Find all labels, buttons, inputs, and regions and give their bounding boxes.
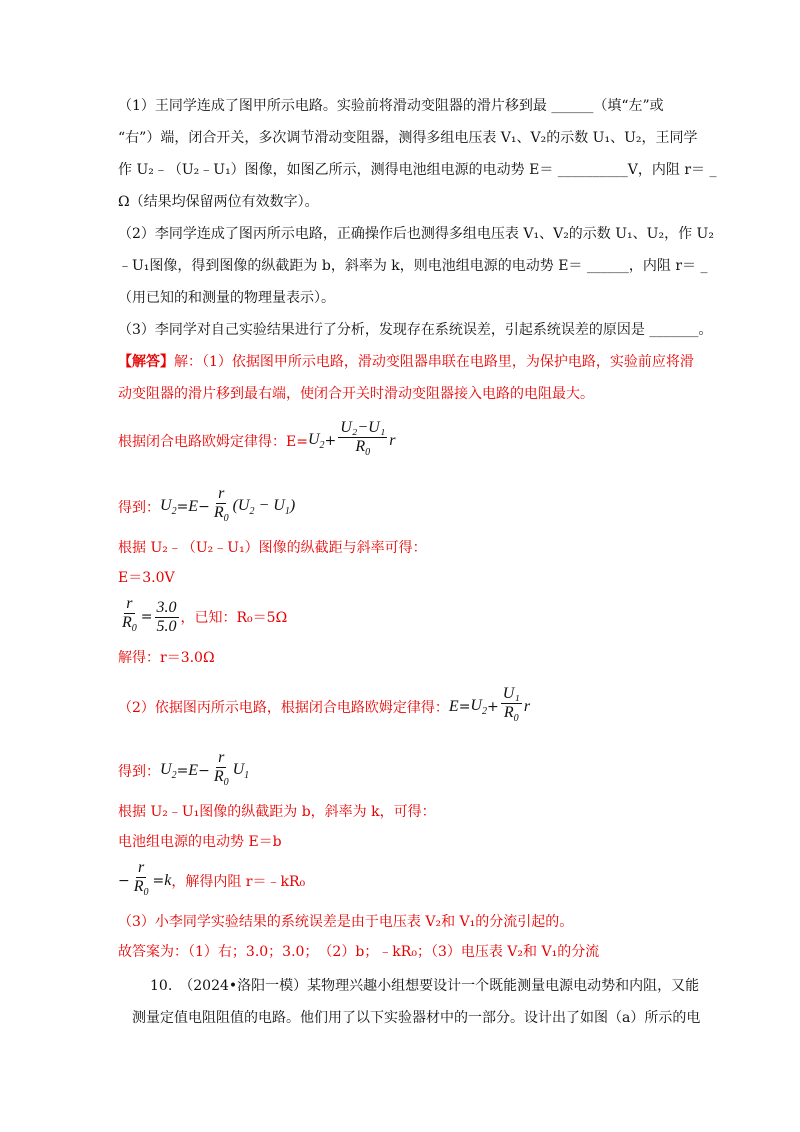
fraction-diff-over-r0: $\frac{\text{U₂−U₁}}{R_0}$	[340, 419, 386, 459]
question-2-line-1: （2）李同学连成了图丙所示电路，正确操作后也测得多组电压表 V₁、V₂的示数 U₁、U₂，作 U₂	[118, 226, 714, 242]
answer-3-line: （3）小李同学实验结果的系统误差是由于电压表 V₂和 V₁的分流引起的。	[118, 914, 574, 930]
answer-tag: 【解答】	[118, 354, 174, 370]
question-1-line-4: Ω（结果均保留两位有效数字）。	[118, 194, 319, 210]
equation-slope: $\frac{r}{R_0}$ = $\frac{3.0}{5.0}$ ，已知：R₀＝5Ω	[122, 595, 288, 635]
answer-line-1: 【解答】解：（1）依据图甲所示电路，滑动变阻器串联在电路里，为保护电路，实验前应将滑	[118, 354, 694, 370]
equation-derived-2: 得到： $U_2$ = E − $\frac{r}{R_0}$ $U_1$	[118, 749, 250, 789]
by-intercept-2-line: 根据 U₂﹣U₁图像的纵截距为 b，斜率为 k，可得：	[118, 804, 436, 820]
question-3-line: （3）李同学对自己实验结果进行了分析，发现存在系统误差，引起系统误差的原因是 _______。	[118, 322, 713, 338]
question-1-line-1: （1）王同学连成了图甲所示电路。实验前将滑动变阻器的滑片移到最 ______（填“左”或	[118, 98, 664, 114]
fraction-r-over-r0: $\frac{r}{R_0}$	[213, 485, 229, 525]
emf-result-line: E＝3.0V	[118, 570, 175, 586]
answer-line-2: 动变阻器的滑片移到最右端，使闭合开关时滑动变阻器接入电路的电阻最大。	[118, 386, 594, 402]
final-answer-line: 故答案为：（1）右；3.0；3.0； （2）b；﹣kR₀；（3）电压表 V₂和 V₁的分流	[118, 944, 600, 960]
question-10-line-2: 测量定值电阻阻值的电路。他们用了以下实验器材中的一部分。设计出了如图（a）所示的电	[132, 1010, 701, 1026]
equation-ohm-law-1: 根据闭合电路欧姆定律得：E= $U_2$ + $\frac{\text{U₂−U₁}}{R_0}$ r	[118, 418, 396, 464]
equation-derived-1: 得到： $U_2$ = E − $\frac{r}{R_0}$ $(U_2 - U_1)$	[118, 484, 295, 530]
question-2-line-2: ﹣U₁图像，得到图像的纵截距为 b，斜率为 k，则电池组电源的电动势 E＝ ______，内阻 r＝ _	[118, 258, 708, 274]
question-2-line-3: （用已知的和测量的物理量表示）。	[118, 290, 335, 306]
emf-b-line: 电池组电源的电动势 E＝b	[118, 834, 282, 850]
question-1-line-2: “右”）端，闭合开关，多次调节滑动变阻器，测得多组电压表 V₁、V₂的示数 U₁、U₂，王同学	[118, 130, 698, 146]
equation-slope-k: − $\frac{r}{R_0}$ = k ，解得内阻 r＝﹣kR₀	[118, 859, 306, 899]
question-1-line-3: 作 U₂﹣（U₂﹣U₁）图像，如图乙所示，测得电池组电源的电动势 E＝ __________V，内阻 r＝ _	[118, 162, 717, 178]
equation-ohm-law-2: （2）依据图丙所示电路，根据闭合电路欧姆定律得： E = $U_2$ + $\frac{\text{U₁}}{R_0}$ r	[118, 685, 531, 725]
by-intercept-line: 根据 U₂﹣（U₂﹣U₁）图像的纵截距与斜率可得：	[118, 540, 427, 556]
question-10-line-1: 10. （2024•洛阳一模）某物理兴趣小组想要设计一个既能测量电源电动势和内阻，又能	[150, 978, 700, 994]
solve-r-line: 解得：r＝3.0Ω	[118, 650, 215, 666]
